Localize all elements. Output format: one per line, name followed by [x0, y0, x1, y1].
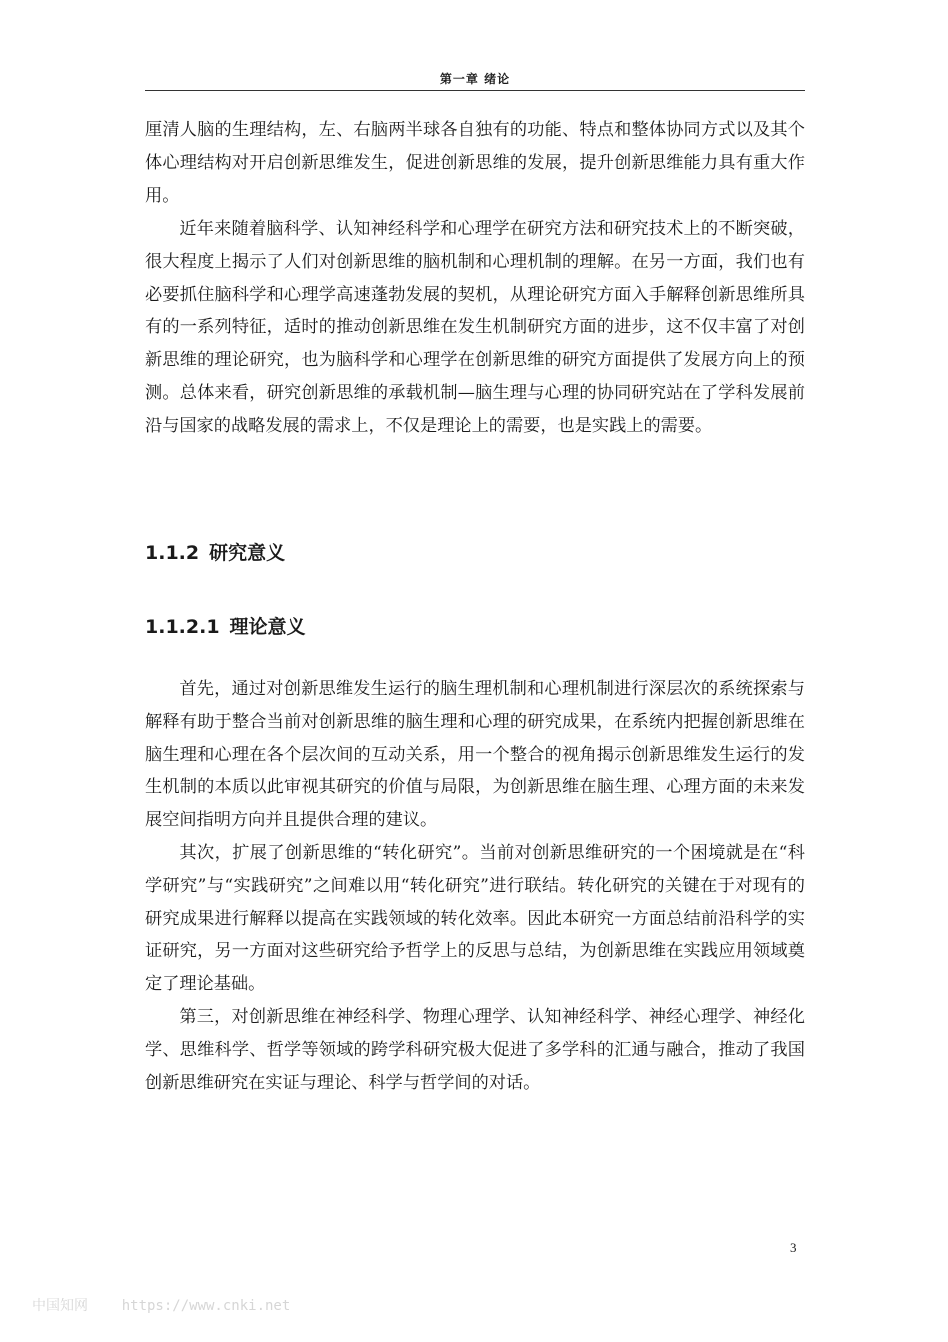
- paragraph-third-point: 第三，对创新思维在神经科学、物理心理学、认知神经科学、神经心理学、神经化学、思维科学、哲学等领域的跨学科研究极大促进了多学科的汇通与融合，推动了我国创新思维研究在实证与理论、科学与哲学间的对话。: [145, 1007, 805, 1093]
- paragraph-first-point: 首先，通过对创新思维发生运行的脑生理机制和心理机制进行深层次的系统探索与解释有助于整合当前对创新思维的脑生理和心理的研究成果，在系统内把握创新思维在脑生理和心理在各个层次间的互动关系，用一个整合的视角揭示创新思维发生运行的发生机制的本质以此审视其研究的价值与局限，为创新思维在脑生理、心理方面的未来发展空间指明方向并且提供合理的建议。: [145, 679, 805, 831]
- header-rule: [145, 90, 805, 91]
- paragraph-brain-structure: 厘清人脑的生理结构，左、右脑两半球各自独有的功能、特点和整体协同方式以及其个体心理结构对开启创新思维发生，促进创新思维的发展，提升创新思维能力具有重大作用。: [145, 120, 805, 206]
- section-heading-research-significance: [145, 538, 285, 565]
- page-number: 3: [790, 1240, 797, 1255]
- section-number: 1.1.2: [145, 542, 200, 564]
- paragraph-recent-research: 近年来随着脑科学、认知神经科学和心理学在研究方法和研究技术上的不断突破，很大程度上揭示了人们对创新思维的脑机制和心理机制的理解。在另一方面，我们也有必要抓住脑科学和心理学高速蓬勃发展的契机，从理论研究方面入手解释创新思维所具有的一系列特征，适时的推动创新思维在发生机制研究方面的进步，这不仅丰富了对创新思维的理论研究，也为脑科学和心理学在创新思维的研究方面提供了发展方向上的预测。总体来看，研究创新思维的承载机制—脑生理与心理的协同研究站在了学科发展前沿与国家的战略发展的需求上，不仅是理论上的需要，也是实践上的需要。: [145, 219, 805, 436]
- section-title: 研究意义: [209, 542, 286, 564]
- paragraph-second-point: 其次，扩展了创新思维的“转化研究”。当前对创新思维研究的一个困境就是在“科学研究”与“实践研究”之间难以用“转化研究”进行联结。转化研究的关键在于对现有的研究成果进行解释以提高在实践领域的转化效率。因此本研究一方面总结前沿科学的实证研究，另一方面对这些研究给予哲学上的反思与总结，为创新思维在实践应用领域奠定了理论基础。: [145, 843, 805, 995]
- subsection-number: 1.1.2.1: [145, 616, 220, 638]
- cnki-watermark: 中国知网 https://www.cnki.net: [32, 1298, 291, 1314]
- running-header-title: 第一章 绪论: [439, 72, 511, 86]
- subsection-title: 理论意义: [229, 616, 306, 638]
- subsection-heading-theoretical-significance: [145, 612, 306, 639]
